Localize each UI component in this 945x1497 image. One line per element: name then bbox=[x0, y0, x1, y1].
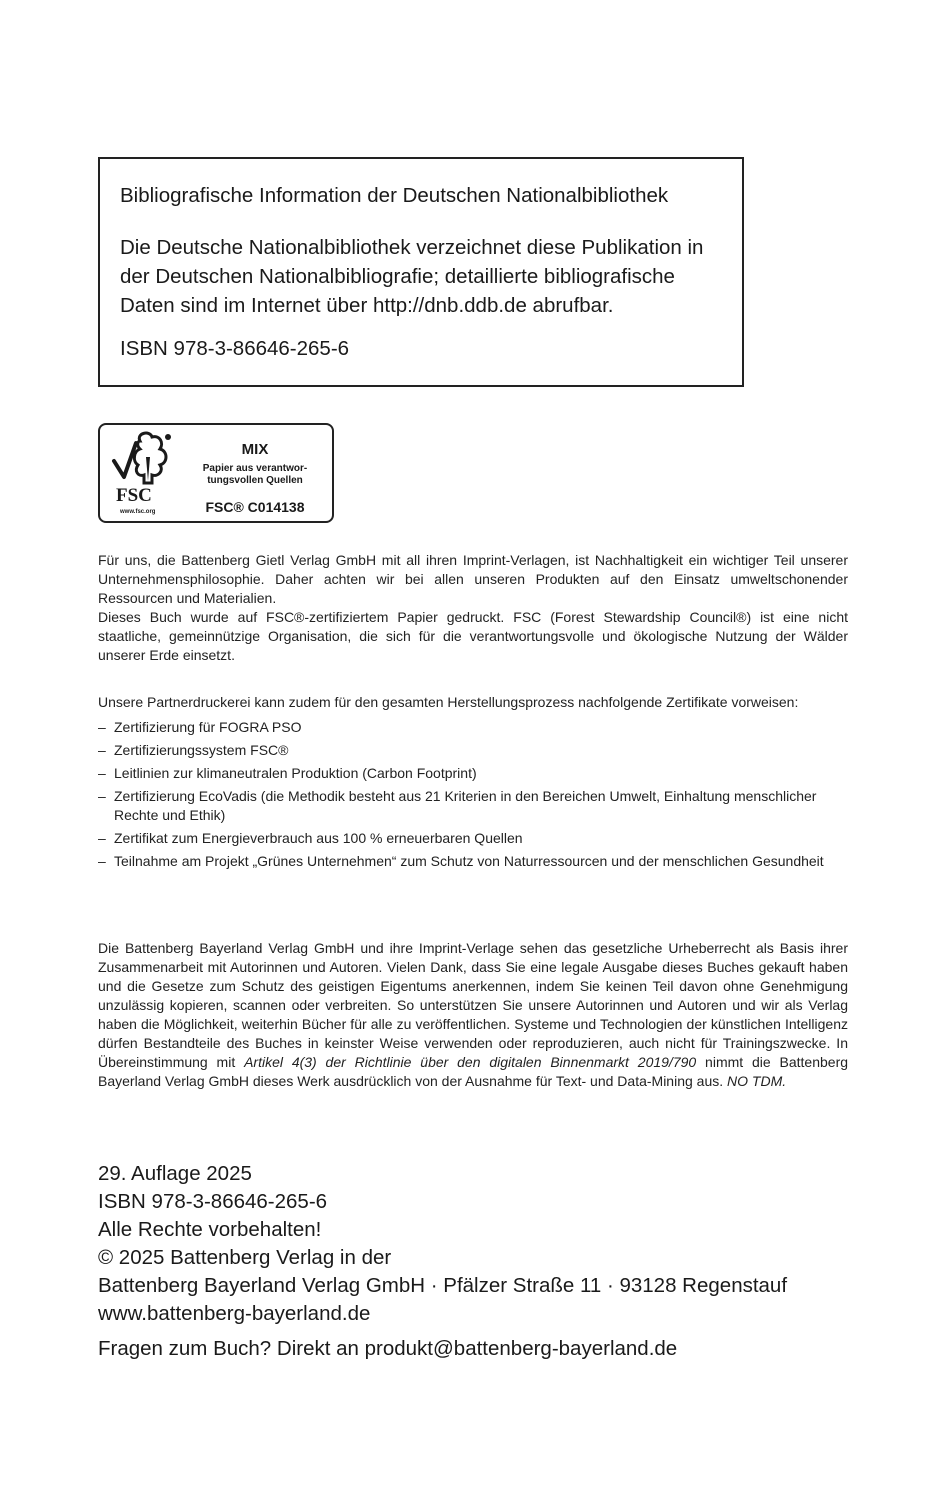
contact-question: Fragen zum Buch? Direkt an produkt@battenberg-bayerland.de bbox=[98, 1337, 678, 1360]
partner-intro: Unsere Partnerdruckerei kann zudem für den gesamten Herstellungsprozess nachfolgende Zertifikate vorweisen: bbox=[98, 694, 799, 710]
fsc-description-line: tungsvollen Quellen bbox=[207, 475, 303, 486]
dnb-isbn: ISBN 978-3-86646-265-6 bbox=[120, 337, 350, 360]
dnb-title: Bibliografische Information der Deutschen Nationalbibliothek bbox=[120, 184, 669, 207]
fsc-tree-icon bbox=[110, 431, 174, 489]
copyright-text: nimmt die Battenberg Bayerland Verlag GmbH dieses Werk ausdrücklich von der Ausnahme für Text- und Data-Mining aus. bbox=[98, 1054, 849, 1089]
imprint-isbn: ISBN 978-3-86646-265-6 bbox=[98, 1190, 328, 1213]
fsc-description-line: Papier aus verantwor- bbox=[202, 463, 308, 474]
list-item: – Zertifizierung EcoVadis (die Methodik besteht aus 21 Kriterien in den Bereichen Umwelt, Einhaltung menschlicher Rechte und Ethik) bbox=[98, 787, 848, 825]
imprint-block bbox=[98, 1160, 888, 1328]
certificate-list bbox=[98, 718, 848, 871]
fsc-url: www.fsc.org bbox=[120, 509, 156, 515]
rights-reserved: Alle Rechte vorbehalten! bbox=[98, 1218, 322, 1241]
list-item: – Zertifikat zum Energieverbrauch aus 100 % erneuerbaren Quellen bbox=[98, 829, 848, 848]
sustainability-paragraph: Für uns, die Battenberg Gietl Verlag GmbH mit all ihren Imprint-Verlagen, ist Nachhaltigkeit ein wichtiger Teil unserer Unternehmensphilosophie. Daher achten wir bei allen unseren Produkten auf den Einsatz umweltschonender Ressourcen und Materialien. bbox=[98, 552, 848, 606]
publisher-website: www.battenberg-bayerland.de bbox=[98, 1302, 371, 1325]
sustainability-section bbox=[98, 551, 848, 665]
copyright-line: © 2025 Battenberg Verlag in der bbox=[98, 1246, 392, 1269]
fsc-license-code: FSC® C014138 bbox=[205, 499, 305, 515]
copyright-paragraph bbox=[98, 939, 848, 1091]
fsc-wordmark: FSC bbox=[116, 485, 152, 506]
publisher-address: Battenberg Bayerland Verlag GmbH · Pfälzer Straße 11 · 93128 Regenstauf bbox=[98, 1274, 788, 1297]
no-tdm-label: NO TDM. bbox=[727, 1073, 787, 1089]
fsc-logo bbox=[98, 423, 334, 523]
copyright-notice bbox=[98, 939, 848, 1091]
partner-certificates-section bbox=[98, 693, 848, 875]
fsc-paragraph: Dieses Buch wurde auf FSC®-zertifiziertem Papier gedruckt. FSC (Forest Stewardship Council®) ist eine nicht staatliche, gemeinnützige Organisation, die sich für die verantwortungsvolle und ökologische Nutzung der Wälder unserer Erde einsetzt. bbox=[98, 609, 848, 663]
edition: 29. Auflage 2025 bbox=[98, 1162, 252, 1185]
fsc-mix-label: MIX bbox=[241, 441, 269, 458]
list-item: – Teilnahme am Projekt „Grünes Unternehmen“ zum Schutz von Naturressourcen und der menschlichen Gesundheit bbox=[98, 852, 848, 871]
dnb-body: Die Deutsche Nationalbibliothek verzeichnet diese Publikation in der Deutschen Nationalbibliografie; detaillierte bibliografische Daten sind im Internet über http://dnb.ddb.de abrufbar. bbox=[120, 236, 704, 317]
directive-reference: Artikel 4(3) der Richtlinie über den digitalen Binnenmarkt 2019/790 bbox=[244, 1054, 697, 1070]
fsc-description bbox=[180, 463, 330, 487]
dnb-info-box bbox=[98, 157, 744, 387]
copyright-text: Die Battenberg Bayerland Verlag GmbH und ihre Imprint-Verlage sehen das gesetzliche Urheberrecht als Basis ihrer Zusammenarbeit mit Autorinnen und Autoren. Vielen Dank, dass Sie eine legale Ausgabe dieses Buches gekauft haben und die Gesetze zum Schutz des geistigen Eigentums anerkennen, indem Sie keinen Teil davon ohne Genehmigung unzulässig kopieren, scannen oder verbreiten. So unterstützen Sie unsere Autorinnen und Autoren und wir als Verlag haben die Möglichkeit, weiterhin Bücher für alle zu veröffentlichen. Systeme und Technologien der künstlichen Intelligenz dürfen Bestandteile des Buches in keinster Weise verwenden oder reproduzieren, auch nicht für Trainingszwecke. In Übereinstimmung mit bbox=[98, 940, 848, 1070]
list-item: – Leitlinien zur klimaneutralen Produktion (Carbon Footprint) bbox=[98, 764, 848, 783]
list-item: – Zertifizierung für FOGRA PSO bbox=[98, 718, 848, 737]
list-item: – Zertifizierungssystem FSC® bbox=[98, 741, 848, 760]
